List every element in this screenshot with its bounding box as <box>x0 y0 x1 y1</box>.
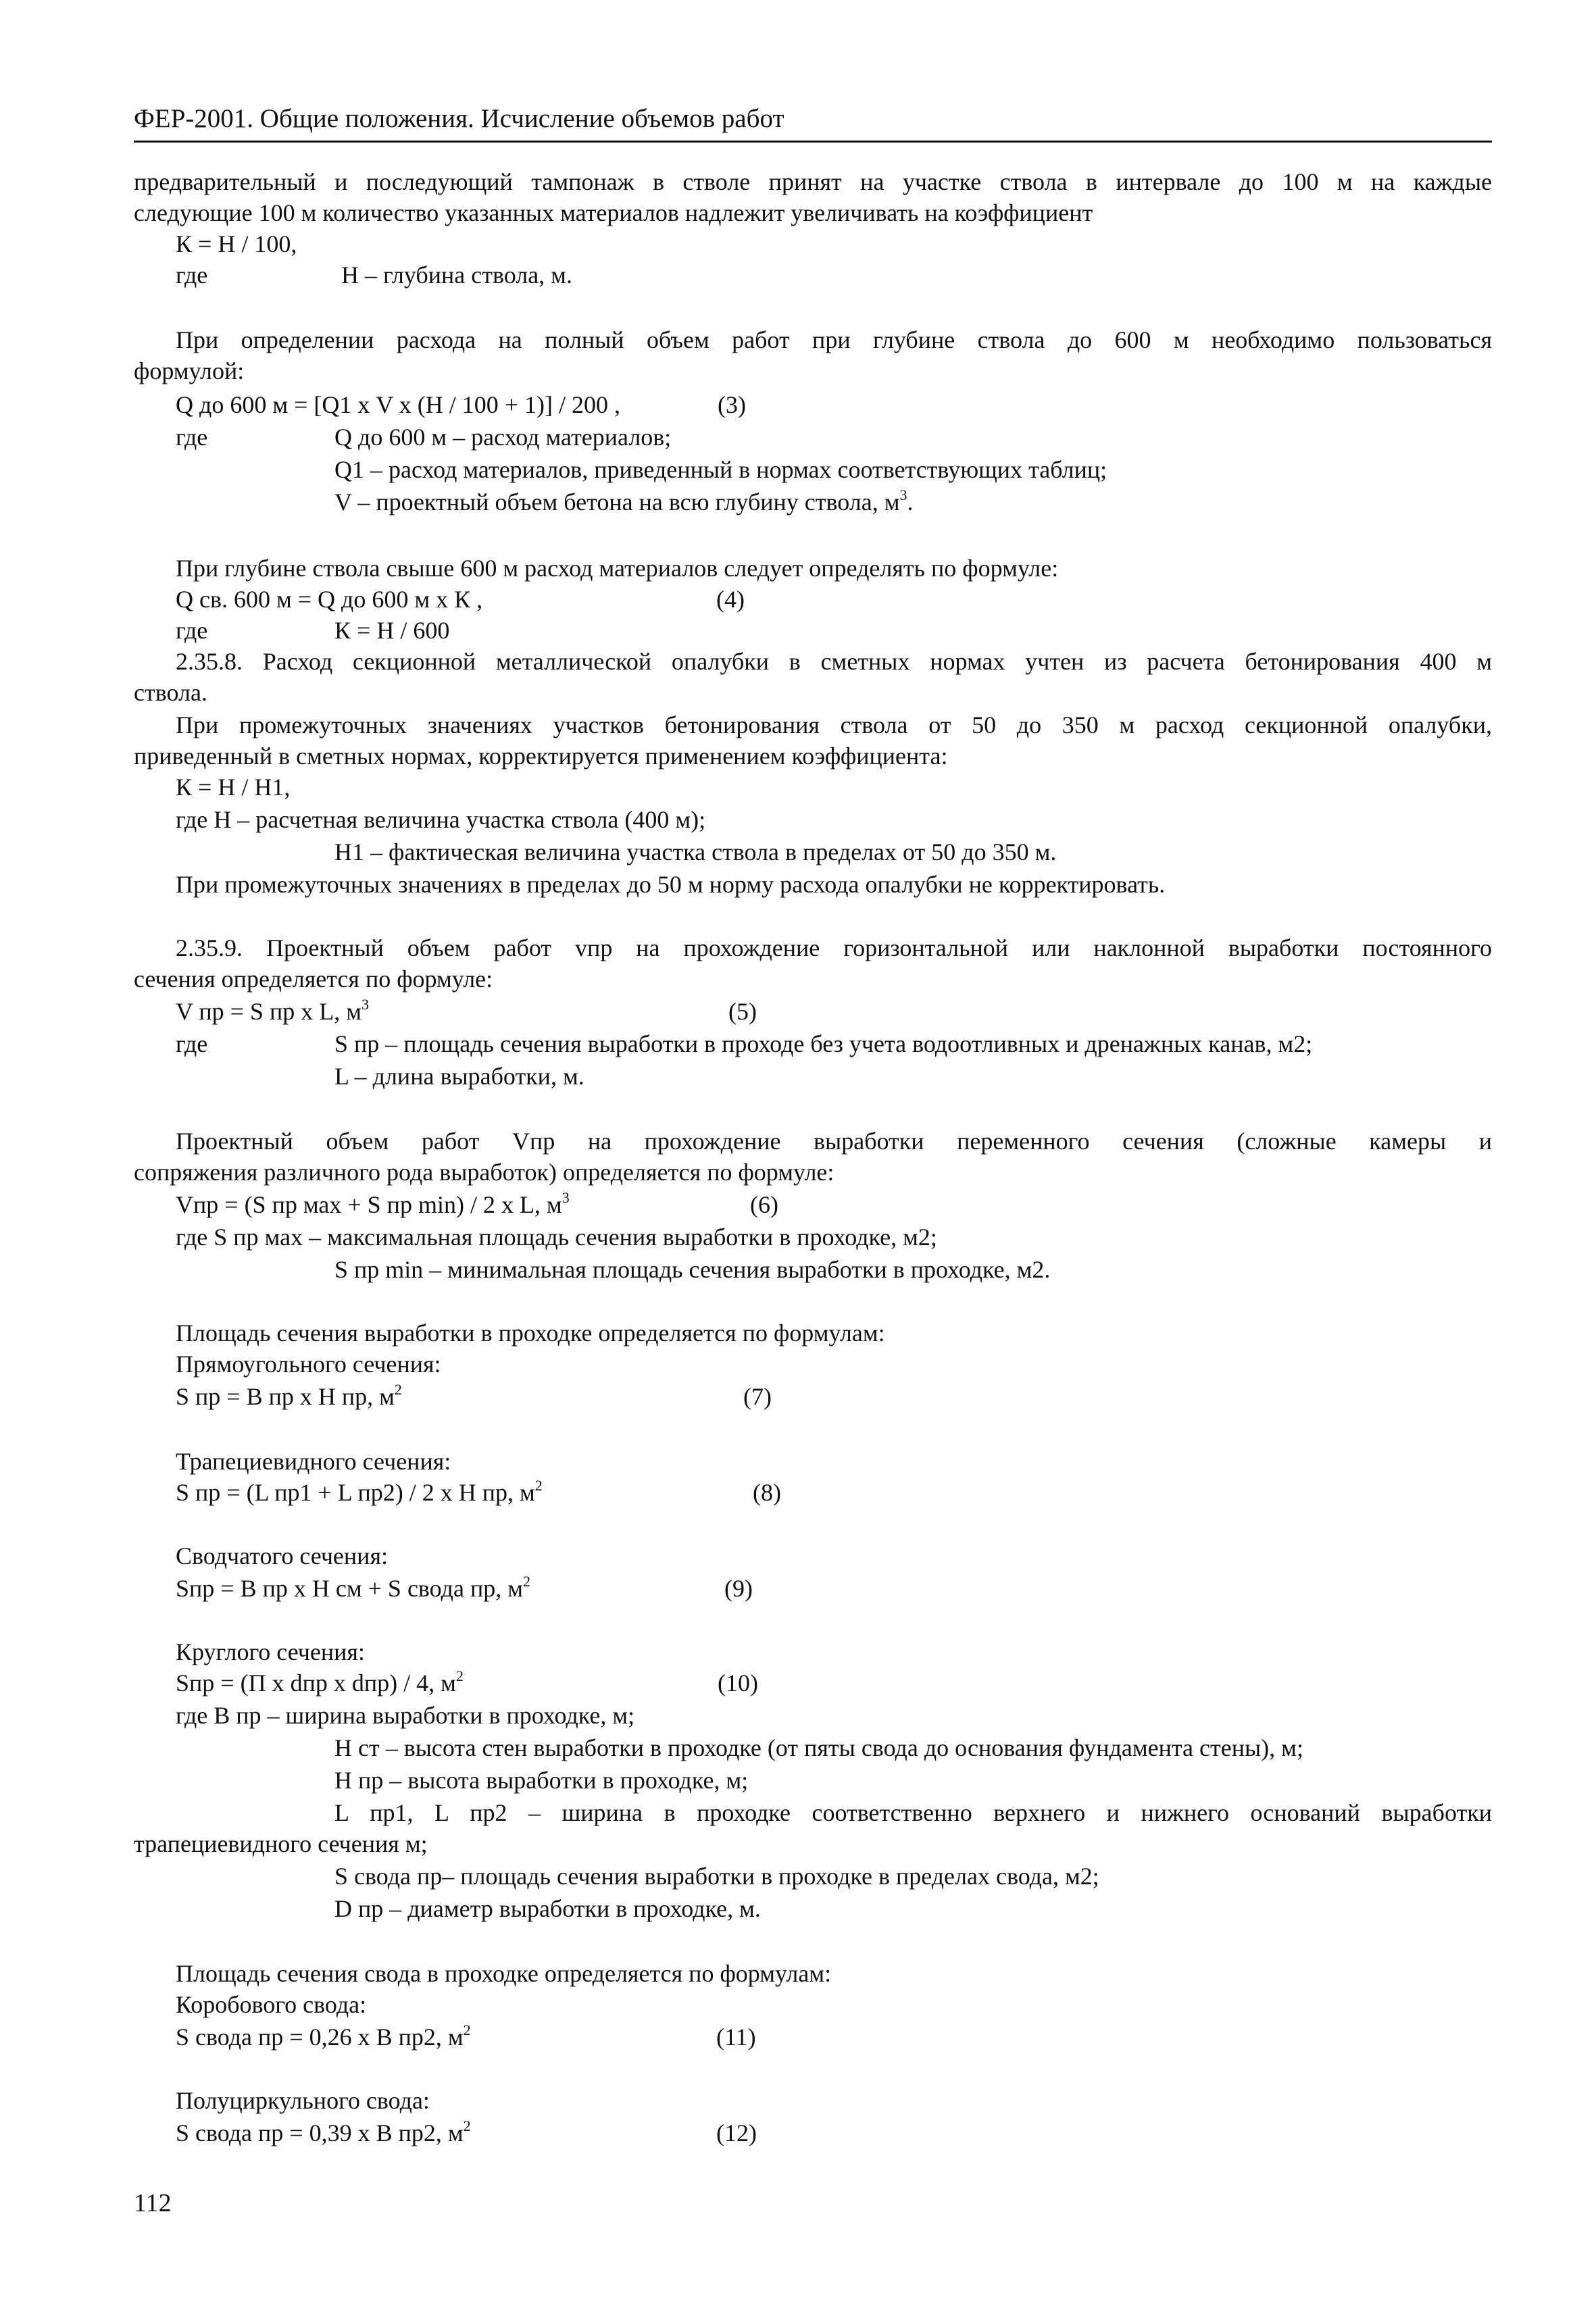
definition-line: V – проектный объем бетона на всю глубину ствола, $м^3$. <box>334 486 914 515</box>
definition-line: Н1 – фактическая величина участка ствола в пределах от 50 до 350 м. <box>334 838 1057 865</box>
body-line: следующие 100 м количество указанных материалов надлежит увеличивать на коэффициент <box>134 199 1093 226</box>
formula-number: (8) <box>753 1479 781 1506</box>
definition-line: S пр min – минимальная площадь сечения выработки в проходке, м2. <box>334 1256 1051 1283</box>
body-line: 2.35.9. Проектный объем работ vпр на прохождение горизонтальной или наклонной выработки постоянного <box>176 934 1492 961</box>
formula-number: (6) <box>750 1191 778 1218</box>
definition-line: Q до 600 м – расход материалов; <box>334 424 672 451</box>
body-line: формулой: <box>134 357 245 384</box>
subheading: Полуциркульного свода: <box>176 2087 430 2114</box>
formula-line: К = Н / 100, <box>176 230 297 257</box>
page-number: 112 <box>134 2189 172 2217</box>
subheading: Сводчатого сечения: <box>176 1542 388 1569</box>
body-line: При определении расхода на полный объем работ при глубине ствола до 600 м необходимо пользоваться <box>176 326 1492 353</box>
body-line: При глубине ствола свыше 600 м расход материалов следует определять по формуле: <box>176 555 1059 582</box>
formula-number: (7) <box>743 1383 772 1410</box>
subheading: Круглого сечения: <box>176 1638 365 1665</box>
definition-line: L пр1, L пр2 – ширина в проходке соответственно верхнего и нижнего оснований выработки <box>334 1799 1492 1826</box>
formula-number: (12) <box>716 2119 757 2146</box>
where-label: где <box>176 617 208 644</box>
formula-number: (3) <box>718 391 746 418</box>
definition-line: где Н – расчетная величина участка ствола (400 м); <box>176 806 706 833</box>
where-label: где <box>176 424 208 451</box>
body-line: предварительный и последующий тампонаж в стволе принят на участке ствола в интервале до 100 м на каждые <box>134 168 1492 195</box>
formula-line: S свода пр = 0,39 х В пр2, $м^2$ <box>176 2117 471 2146</box>
formula-line: S пр = В пр х Н пр, $м^2$ <box>176 1381 402 1410</box>
definition-line: Н ст – высота стен выработки в проходке (от пяты свода до основания фундамента стены), м; <box>334 1734 1303 1761</box>
body-line: Площадь сечения выработки в проходке определяется по формулам: <box>176 1319 885 1347</box>
formula-line: Sпр = В пр х Н см + S свода пр, $м^2$ <box>176 1573 530 1602</box>
formula-number: (10) <box>718 1669 758 1696</box>
definition-line: Н пр – высота выработки в проходке, м; <box>334 1767 749 1794</box>
formula-number: (9) <box>724 1575 753 1602</box>
definition-line: где S пр мах – максимальная площадь сечения выработки в проходке, м2; <box>176 1224 937 1251</box>
body-line: При промежуточных значениях в пределах до 50 м норму расхода опалубки не корректировать. <box>176 871 1166 898</box>
body-line: 2.35.8. Расход секционной металлической опалубки в сметных нормах учтен из расчета бетонирования 400 м <box>176 648 1492 675</box>
definition-line: S свода пр– площадь сечения выработки в проходке в пределах свода, м2; <box>334 1863 1099 1890</box>
definition-line: К = Н / 600 <box>334 617 450 644</box>
formula-line: Vпр = (S пр мах + S пр min) / 2 х L, $м^3$ <box>176 1189 570 1218</box>
definition-line: Q1 – расход материалов, приведенный в нормах соответствующих таблиц; <box>334 456 1107 483</box>
definition-line: D пр – диаметр выработки в проходке, м. <box>334 1895 761 1922</box>
definition-line: трапециевидного сечения м; <box>134 1830 428 1857</box>
definition-line: S пр – площадь сечения выработки в проходе без учета водоотливных и дренажных канав, м2; <box>334 1030 1313 1057</box>
where-label: где <box>176 1030 208 1057</box>
formula-line: Sпр = (П х dпр х dпр) / 4, $м^2$ <box>176 1667 464 1696</box>
formula-line: Q св. 600 м = Q до 600 м х К , <box>176 586 483 613</box>
formula-line: S пр = (L пр1 + L пр2) / 2 х Н пр, $м^2$ <box>176 1477 543 1506</box>
formula-number: (5) <box>728 998 757 1025</box>
formula-line: Q до 600 м = [Q1 х V х (Н / 100 + 1)] / 200 , <box>176 391 621 418</box>
subheading: Трапециевидного сечения: <box>176 1448 451 1475</box>
formula-line: V пр = S пр х L, $м^3$ <box>176 996 369 1025</box>
body-line: сечения определяется по формуле: <box>134 965 493 992</box>
body-line: приведенный в сметных нормах, корректируется применением коэффициента: <box>134 743 948 770</box>
where-label: где <box>176 261 208 288</box>
body-line: Площадь сечения свода в проходке определяется по формулам: <box>176 1960 832 1987</box>
running-header: ФЕР-2001. Общие положения. Исчисление объемов работ <box>134 104 784 133</box>
definition-line: где В пр – ширина выработки в проходке, м; <box>176 1702 635 1729</box>
definition-line: Н – глубина ствола, м. <box>341 261 572 288</box>
body-line: Проектный объем работ Vпр на прохождение выработки переменного сечения (сложные камеры и <box>176 1128 1492 1155</box>
body-line: ствола. <box>134 679 207 706</box>
header-rule <box>134 141 1492 143</box>
formula-number: (11) <box>716 2023 756 2051</box>
formula-number: (4) <box>716 586 745 613</box>
formula-line: К = Н / Н1, <box>176 774 291 801</box>
body-line: сопряжения различного рода выработок) определяется по формуле: <box>134 1159 834 1186</box>
formula-line: S свода пр = 0,26 х В пр2, $м^2$ <box>176 2021 471 2051</box>
definition-line: L – длина выработки, м. <box>334 1063 584 1090</box>
body-line: При промежуточных значениях участков бетонирования ствола от 50 до 350 м расход секционной опалубки, <box>176 711 1492 738</box>
subheading: Прямоугольного сечения: <box>176 1351 441 1378</box>
subheading: Коробового свода: <box>176 1991 367 2018</box>
